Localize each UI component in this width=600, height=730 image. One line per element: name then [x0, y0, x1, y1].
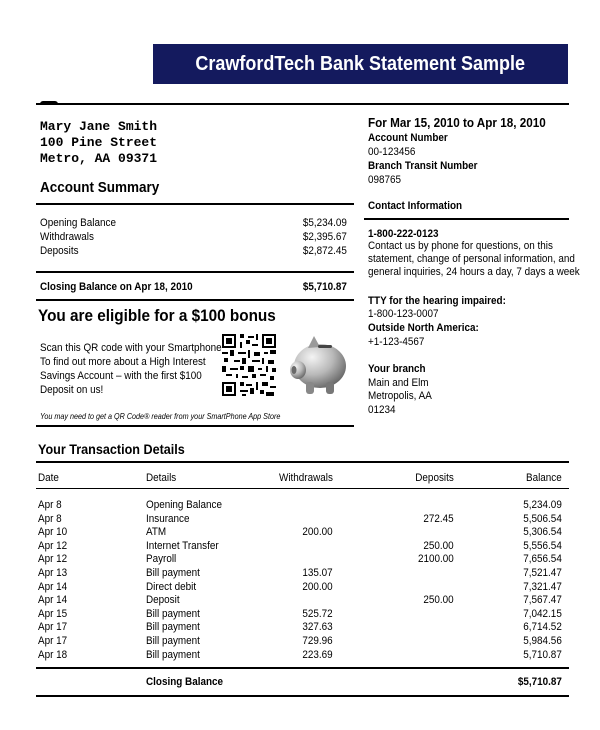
tx-details: Bill payment — [146, 607, 200, 620]
contact-rule — [364, 218, 569, 220]
promo-text: Deposit on us! — [40, 384, 104, 396]
tx-deposit: 250.00 — [423, 594, 454, 607]
transactions-closing-value: $5,710.87 — [517, 676, 562, 688]
tx-date: Apr 12 — [38, 553, 68, 566]
tx-withdrawal: 200.00 — [302, 526, 333, 539]
tx-balance: 5,234.09 — [523, 499, 562, 511]
tx-withdrawal: 135.07 — [302, 567, 333, 579]
summary-value: $2,872.45 — [302, 245, 347, 257]
tx-date: Apr 15 — [38, 607, 68, 620]
table-row — [0, 553, 600, 567]
tx-date: Apr 8 — [38, 512, 62, 525]
tty-label: TTY for the hearing impaired: — [368, 295, 506, 307]
tx-details: Bill payment — [146, 635, 200, 647]
tx-withdrawal: 200.00 — [302, 580, 333, 593]
col-date: Date — [38, 472, 59, 484]
tx-balance: 7,567.47 — [523, 594, 562, 607]
contact-desc: Contact us by phone for questions, on this — [368, 240, 553, 252]
tx-date: Apr 17 — [38, 621, 68, 634]
promo-text: Savings Account – with the first $100 — [40, 370, 202, 382]
account-number-value: 00-123456 — [368, 146, 416, 158]
table-row — [0, 621, 600, 635]
header-rule-mark — [40, 101, 58, 104]
promo-text: Scan this QR code with your Smartphone — [40, 342, 222, 354]
tx-date: Apr 17 — [38, 635, 68, 647]
tx-balance: 5,556.54 — [523, 539, 562, 552]
col-withdrawals: Withdrawals — [279, 472, 333, 484]
tx-date: Apr 8 — [38, 499, 62, 511]
outside-na-label: Outside North America: — [368, 322, 479, 334]
tx-balance: 7,042.15 — [523, 607, 562, 620]
tx-withdrawal: 327.63 — [302, 621, 333, 634]
account-number-label: Account Number — [368, 132, 448, 144]
table-row — [0, 540, 600, 554]
transactions-rule-bottom — [36, 667, 569, 669]
transit-number-value: 098765 — [368, 174, 402, 186]
tx-withdrawal: 223.69 — [302, 648, 333, 661]
col-deposits: Deposits — [415, 472, 454, 484]
tx-balance: 7,521.47 — [523, 567, 562, 579]
outside-na-value: +1-123-4567 — [368, 336, 425, 348]
table-row — [0, 635, 600, 649]
tx-date: Apr 13 — [38, 567, 68, 579]
header-rule — [36, 103, 569, 105]
table-row — [0, 594, 600, 608]
contact-desc: statement, change of personal information, and — [368, 253, 575, 265]
customer-address-line2: Metro, AA 09371 — [40, 151, 158, 166]
statement-period: For Mar 15, 2010 to Apr 18, 2010 — [368, 115, 546, 130]
table-row — [0, 608, 600, 622]
summary-value: $2,395.67 — [302, 231, 347, 243]
tx-details: Deposit — [146, 594, 180, 607]
tx-details: Direct debit — [146, 580, 197, 593]
tx-date: Apr 10 — [38, 526, 68, 539]
contact-phone: 1-800-222-0123 — [368, 228, 439, 240]
contact-desc: general inquiries, 24 hours a day, 7 days a week — [368, 266, 580, 278]
tx-deposit: 250.00 — [423, 539, 454, 552]
table-row — [0, 567, 600, 581]
transactions-closing-row — [0, 676, 600, 690]
tx-details: Payroll — [146, 553, 177, 566]
customer-name: Mary Jane Smith — [40, 119, 158, 134]
tx-withdrawal: 525.72 — [302, 607, 333, 620]
transactions-rule-final — [36, 695, 569, 697]
closing-balance-value: $5,710.87 — [302, 281, 347, 293]
transactions-rule-top — [36, 461, 569, 463]
transactions-header-rule — [36, 488, 569, 489]
col-details: Details — [146, 472, 177, 484]
piggy-bank-icon — [288, 330, 350, 396]
tx-details: ATM — [146, 526, 167, 539]
summary-rule-top — [36, 203, 354, 205]
summary-label: Opening Balance — [40, 217, 116, 229]
tx-balance: 6,714.52 — [523, 621, 562, 634]
summary-label: Withdrawals — [40, 231, 94, 243]
title-banner — [153, 44, 568, 84]
tx-balance: 5,984.56 — [523, 635, 562, 647]
branch-line: Main and Elm — [368, 377, 429, 389]
tx-details: Bill payment — [146, 567, 200, 579]
transactions-heading: Your Transaction Details — [38, 441, 185, 457]
customer-address-line1: 100 Pine Street — [40, 135, 158, 150]
table-row — [0, 581, 600, 595]
tx-deposit: 272.45 — [423, 512, 454, 525]
branch-line: Metropolis, AA — [368, 390, 432, 402]
summary-value: $5,234.09 — [302, 217, 347, 229]
col-balance: Balance — [526, 472, 562, 484]
transactions-closing-label: Closing Balance — [146, 676, 224, 688]
tx-details: Opening Balance — [146, 499, 222, 511]
table-row — [0, 649, 600, 663]
promo-heading: You are eligible for a $100 bonus — [38, 306, 276, 325]
account-summary-heading: Account Summary — [40, 179, 160, 196]
branch-line: 01234 — [368, 404, 396, 416]
closing-balance-label: Closing Balance on Apr 18, 2010 — [40, 281, 193, 293]
tx-withdrawal: 729.96 — [302, 635, 333, 647]
tx-date: Apr 12 — [38, 539, 68, 552]
table-row — [0, 499, 600, 513]
tx-balance: 5,506.54 — [523, 512, 562, 525]
qr-code-icon — [222, 334, 276, 396]
table-row — [0, 513, 600, 527]
promo-text: To find out more about a High Interest — [40, 356, 206, 368]
tx-balance: 5,306.54 — [523, 526, 562, 539]
tx-date: Apr 18 — [38, 648, 68, 661]
branch-label: Your branch — [368, 363, 426, 375]
promo-note: You may need to get a QR Code® reader from your SmartPhone App Store — [40, 412, 281, 421]
tx-deposit: 2100.00 — [418, 553, 454, 566]
tx-details: Bill payment — [146, 648, 200, 661]
tx-date: Apr 14 — [38, 594, 68, 607]
tx-details: Internet Transfer — [146, 539, 219, 552]
tx-balance: 7,656.54 — [523, 553, 562, 566]
summary-rule-bottom — [36, 299, 354, 301]
tx-balance: 7,321.47 — [523, 580, 562, 593]
contact-heading: Contact Information — [368, 200, 463, 212]
tty-value: 1-800-123-0007 — [368, 308, 439, 320]
page-title: CrawfordTech Bank Statement Sample — [195, 53, 526, 75]
promo-rule-bottom — [36, 425, 354, 427]
table-row — [0, 526, 600, 540]
summary-rule-mid — [36, 271, 354, 273]
tx-date: Apr 14 — [38, 580, 68, 593]
transit-number-label: Branch Transit Number — [368, 160, 478, 172]
tx-balance: 5,710.87 — [523, 648, 562, 661]
tx-details: Insurance — [146, 512, 190, 525]
transactions-header-row — [0, 472, 600, 486]
summary-label: Deposits — [40, 245, 79, 257]
tx-details: Bill payment — [146, 621, 200, 634]
